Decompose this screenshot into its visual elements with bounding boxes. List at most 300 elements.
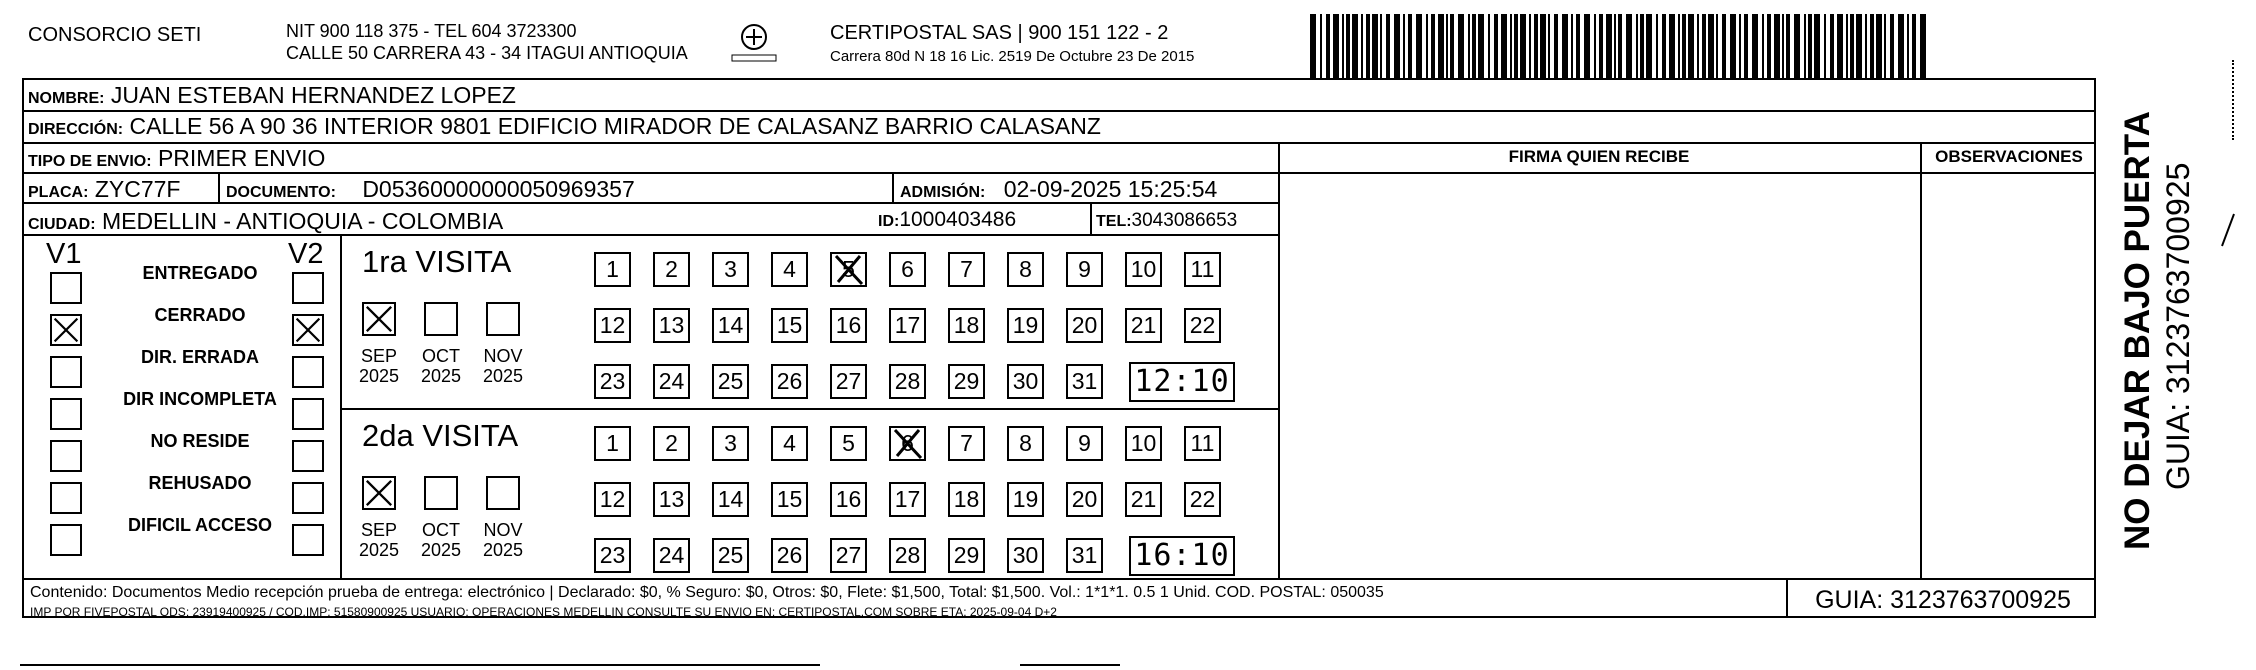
- day-box[interactable]: [771, 364, 808, 399]
- day-box[interactable]: [948, 426, 985, 461]
- footer-guia: GUIA: 3123763700925: [1815, 586, 2071, 614]
- day-box[interactable]: [1184, 482, 1221, 517]
- v1-checkbox[interactable]: [50, 482, 82, 514]
- day-number: 22: [1189, 486, 1216, 512]
- month-name: SEP: [360, 520, 398, 540]
- tel-field: [1096, 210, 1237, 232]
- barcode-bar: [1478, 14, 1484, 78]
- barcode-bar: [1794, 14, 1800, 78]
- admision-label: ADMISIÓN:: [900, 184, 986, 201]
- day-box[interactable]: [594, 482, 631, 517]
- barcode-bar: [1767, 14, 1771, 78]
- barcode-bar: [1426, 14, 1428, 78]
- day-box[interactable]: [1007, 482, 1044, 517]
- day-box[interactable]: [889, 252, 926, 287]
- divider: [22, 110, 2096, 112]
- day-box[interactable]: [771, 426, 808, 461]
- barcode-bar: [1640, 14, 1644, 78]
- barcode-bar: [1468, 14, 1470, 78]
- barcode-bar: [1386, 14, 1390, 78]
- barcode-bar: [1830, 14, 1834, 78]
- month-checkbox[interactable]: [424, 302, 458, 336]
- documento-value: D05360000000050969357: [362, 176, 635, 202]
- day-box[interactable]: [948, 308, 985, 343]
- day-box[interactable]: [1066, 364, 1103, 399]
- day-box[interactable]: [830, 252, 867, 287]
- nombre-value: JUAN ESTEBAN HERNANDEZ LOPEZ: [110, 82, 516, 108]
- bottom-edge: [20, 664, 820, 666]
- barcode-bar: [1366, 14, 1370, 78]
- divider: [1278, 172, 2096, 174]
- month-year: 2025: [420, 540, 462, 560]
- day-box[interactable]: [653, 364, 690, 399]
- day-number: 6: [901, 430, 914, 456]
- day-box[interactable]: [771, 482, 808, 517]
- day-number: 10: [1130, 430, 1157, 456]
- day-number: 9: [1078, 256, 1091, 282]
- divider: [1786, 578, 1788, 618]
- observations-area[interactable]: [1926, 178, 2090, 574]
- barcode-bar: [1458, 14, 1464, 78]
- barcode-bar: [1599, 14, 1603, 78]
- barcode-bar: [1702, 14, 1706, 78]
- barcode-bar: [1786, 14, 1790, 78]
- day-number: 31: [1071, 542, 1098, 568]
- day-number: 25: [717, 542, 744, 568]
- day-box[interactable]: [948, 252, 985, 287]
- barcode-bar: [1762, 14, 1764, 78]
- day-number: 3: [724, 256, 737, 282]
- barcode-bar: [1540, 14, 1546, 78]
- divider: [340, 234, 342, 578]
- day-number: 30: [1012, 542, 1039, 568]
- day-box[interactable]: [594, 426, 631, 461]
- day-number: 18: [953, 486, 980, 512]
- day-box[interactable]: [1125, 252, 1162, 287]
- day-box[interactable]: [653, 308, 690, 343]
- barcode-bar: [1534, 14, 1538, 78]
- day-number: 27: [835, 542, 862, 568]
- day-number: 3: [724, 430, 737, 456]
- day-box[interactable]: [948, 482, 985, 517]
- barcode-bar: [1856, 14, 1862, 78]
- v2-checkbox[interactable]: [292, 398, 324, 430]
- month-label: [480, 346, 526, 386]
- barcode-bar: [1626, 14, 1632, 78]
- barcode-bar: [1814, 14, 1820, 78]
- v1-checkbox[interactable]: [50, 356, 82, 388]
- status-label: ENTREGADO: [142, 263, 258, 283]
- v2-checkbox[interactable]: [292, 356, 324, 388]
- day-number: 7: [960, 430, 973, 456]
- day-box[interactable]: [653, 252, 690, 287]
- barcode-bar: [1662, 14, 1666, 78]
- day-box[interactable]: [712, 482, 749, 517]
- tel-label: TEL:: [1096, 213, 1132, 230]
- barcode-bar: [1730, 14, 1736, 78]
- placa-value: ZYC77F: [94, 176, 181, 202]
- day-box[interactable]: [889, 538, 926, 573]
- imp-line: IMP POR FIVEPOSTAL ODS: 23919400925 / COD.IMP: 51580900925 USUARIO: OPERACIONES MEDELLIN CONSULTE SU ENVIO EN: CERTIPOSTAL.COM SOBRE ETA: 2025-09-04 D+2: [30, 605, 1057, 619]
- day-number: 31: [1071, 368, 1098, 394]
- day-box[interactable]: [712, 426, 749, 461]
- barcode-bar: [1446, 14, 1448, 78]
- barcode-bar: [1774, 14, 1780, 78]
- v2-checkbox[interactable]: [292, 314, 324, 346]
- day-box[interactable]: [889, 364, 926, 399]
- day-number: 8: [1019, 256, 1032, 282]
- day-box[interactable]: [830, 538, 867, 573]
- barcode-bar: [1571, 14, 1573, 78]
- month-year: 2025: [358, 366, 400, 386]
- day-number: 20: [1071, 486, 1098, 512]
- month-checkbox[interactable]: [362, 302, 396, 336]
- direccion-row: [28, 113, 1101, 140]
- barcode-bar: [1614, 14, 1616, 78]
- barcode-bar: [1752, 14, 1758, 78]
- day-number: 10: [1130, 256, 1157, 282]
- day-number: 27: [835, 368, 862, 394]
- barcode-bar: [1361, 14, 1363, 78]
- day-number: 28: [894, 368, 921, 394]
- barcode-bar: [1510, 14, 1512, 78]
- ciudad-label: CIUDAD:: [28, 216, 96, 233]
- tipo-label: TIPO DE ENVIO:: [28, 153, 152, 170]
- barcode-bar: [1562, 14, 1568, 78]
- barcode-bar: [1884, 14, 1886, 78]
- divider: [1278, 142, 1280, 578]
- v2-checkbox[interactable]: [292, 272, 324, 304]
- status-label: DIR INCOMPLETA: [123, 389, 277, 409]
- day-box[interactable]: [771, 252, 808, 287]
- month-checkbox[interactable]: [486, 302, 520, 336]
- barcode-bar: [1514, 14, 1518, 78]
- day-number: 4: [783, 430, 796, 456]
- day-number: 13: [658, 486, 685, 512]
- day-box[interactable]: [830, 426, 867, 461]
- day-number: 7: [960, 256, 973, 282]
- day-box[interactable]: [771, 308, 808, 343]
- day-box[interactable]: [889, 482, 926, 517]
- barcode-bar: [1669, 14, 1675, 78]
- edge-marks: [2232, 60, 2244, 140]
- carrier-line: CERTIPOSTAL SAS | 900 151 122 - 2: [830, 22, 1169, 44]
- ciudad-field: [28, 208, 503, 235]
- barcode-bar: [1472, 14, 1476, 78]
- license-line: Carrera 80d N 18 16 Lic. 2519 De Octubre 23 De 2015: [830, 48, 1195, 65]
- v1-checkbox[interactable]: [50, 440, 82, 472]
- day-number: 15: [776, 312, 803, 338]
- firma-header: FIRMA QUIEN RECIBE: [1508, 147, 1690, 166]
- barcode-bar: [1808, 14, 1812, 78]
- v1-checkbox[interactable]: [50, 314, 82, 346]
- status-label: NO RESIDE: [150, 431, 250, 451]
- barcode-bar: [1837, 14, 1843, 78]
- documento-field: [226, 176, 635, 203]
- day-box[interactable]: [948, 364, 985, 399]
- day-box[interactable]: [1007, 308, 1044, 343]
- side-warning: NO DEJAR BAJO PUERTA: [2118, 111, 2157, 550]
- day-box[interactable]: [653, 482, 690, 517]
- barcode-bar: [1646, 14, 1652, 78]
- day-number: 22: [1189, 312, 1216, 338]
- day-box[interactable]: [1125, 482, 1162, 517]
- month-label: [418, 520, 464, 560]
- day-number: 17: [894, 312, 921, 338]
- day-box[interactable]: [653, 426, 690, 461]
- month-checkbox[interactable]: [362, 476, 396, 510]
- x-mark-icon: [889, 426, 926, 461]
- barcode-bar: [1372, 14, 1378, 78]
- month-checkbox[interactable]: [486, 476, 520, 510]
- barcode-bar: [1688, 14, 1694, 78]
- day-box[interactable]: [1066, 426, 1103, 461]
- direccion-value: CALLE 56 A 90 36 INTERIOR 9801 EDIFICIO MIRADOR DE CALASANZ BARRIO CALASANZ: [129, 113, 1101, 139]
- barcode-bar: [1739, 14, 1741, 78]
- barcode-bar: [1438, 14, 1444, 78]
- day-number: 21: [1130, 486, 1157, 512]
- status-label: DIR. ERRADA: [140, 347, 259, 367]
- barcode-bar: [1548, 14, 1550, 78]
- placa-field: [28, 176, 180, 203]
- barcode-bar: [1352, 14, 1358, 78]
- month-year: 2025: [482, 366, 524, 386]
- v2-checkbox[interactable]: [292, 440, 324, 472]
- barcode-bar: [1346, 14, 1350, 78]
- day-box[interactable]: [712, 252, 749, 287]
- month-checkbox[interactable]: [424, 476, 458, 510]
- direccion-label: DIRECCIÓN:: [28, 121, 124, 138]
- x-mark-icon: [52, 316, 80, 344]
- id-label: ID:: [878, 213, 900, 230]
- tipo-value: PRIMER ENVIO: [157, 145, 326, 171]
- barcode-bar: [1403, 14, 1405, 78]
- tipo-row: [28, 145, 325, 172]
- day-box[interactable]: [771, 538, 808, 573]
- day-box[interactable]: [948, 538, 985, 573]
- day-number: 1: [606, 430, 619, 456]
- status-label: REHUSADO: [148, 473, 252, 493]
- day-box[interactable]: [594, 252, 631, 287]
- day-number: 9: [1078, 430, 1091, 456]
- day-box[interactable]: [1007, 364, 1044, 399]
- day-number: 4: [783, 256, 796, 282]
- barcode-bar: [1326, 14, 1330, 78]
- barcode-bar: [1682, 14, 1686, 78]
- barcode-bar: [1656, 14, 1658, 78]
- month-label: [356, 346, 402, 386]
- day-number: 19: [1012, 312, 1039, 338]
- barcode-bar: [1636, 14, 1638, 78]
- visit-time[interactable]: 16:10: [1129, 536, 1235, 576]
- pen-stroke: [2218, 210, 2238, 250]
- barcode-bar: [1606, 14, 1612, 78]
- day-number: 15: [776, 486, 803, 512]
- day-box[interactable]: [653, 538, 690, 573]
- day-number: 21: [1130, 312, 1157, 338]
- day-number: 29: [953, 542, 980, 568]
- day-box[interactable]: [1184, 426, 1221, 461]
- placa-label: PLACA:: [28, 184, 89, 201]
- barcode-bar: [1450, 14, 1454, 78]
- day-box[interactable]: [1125, 426, 1162, 461]
- day-box[interactable]: [1007, 426, 1044, 461]
- month-name: NOV: [483, 520, 523, 540]
- x-mark-icon: [364, 304, 394, 334]
- v1-header: V1: [46, 238, 82, 270]
- day-box[interactable]: [594, 364, 631, 399]
- barcode-bar: [1594, 14, 1596, 78]
- day-number: 19: [1012, 486, 1039, 512]
- day-number: 26: [776, 542, 803, 568]
- month-year: 2025: [358, 540, 400, 560]
- day-number: 20: [1071, 312, 1098, 338]
- day-box[interactable]: [1184, 308, 1221, 343]
- month-name: SEP: [360, 346, 398, 366]
- day-number: 5: [842, 256, 855, 282]
- day-number: 12: [599, 312, 626, 338]
- barcode-bar: [1678, 14, 1680, 78]
- documento-label: DOCUMENTO:: [226, 184, 336, 201]
- day-number: 23: [599, 542, 626, 568]
- v1-checkbox[interactable]: [50, 524, 82, 556]
- barcode: [1310, 14, 1928, 78]
- signature-area[interactable]: [1284, 178, 1914, 574]
- barcode-bar: [1408, 14, 1412, 78]
- barcode-bar: [1320, 14, 1322, 78]
- month-name: OCT: [422, 520, 460, 540]
- day-box[interactable]: [1184, 252, 1221, 287]
- day-box[interactable]: [1066, 538, 1103, 573]
- barcode-bar: [1494, 14, 1498, 78]
- month-label: [480, 520, 526, 560]
- day-number: 18: [953, 312, 980, 338]
- day-number: 14: [717, 312, 744, 338]
- day-box[interactable]: [1066, 482, 1103, 517]
- month-label: [356, 520, 402, 560]
- nombre-row: [28, 82, 516, 109]
- x-mark-icon: [294, 316, 322, 344]
- day-box[interactable]: [1125, 308, 1162, 343]
- day-number: 24: [658, 542, 685, 568]
- v1-checkbox[interactable]: [50, 398, 82, 430]
- day-box[interactable]: [889, 426, 926, 461]
- side-guia: GUIA: 3123763700925: [2160, 162, 2196, 490]
- day-box[interactable]: [1007, 538, 1044, 573]
- month-year: 2025: [482, 540, 524, 560]
- day-number: 1: [606, 256, 619, 282]
- barcode-bar: [1708, 14, 1714, 78]
- day-box[interactable]: [1066, 252, 1103, 287]
- barcode-bar: [1416, 14, 1422, 78]
- day-box[interactable]: [712, 538, 749, 573]
- barcode-bar: [1804, 14, 1806, 78]
- day-box[interactable]: [830, 308, 867, 343]
- id-field: [878, 208, 1016, 232]
- day-number: 25: [717, 368, 744, 394]
- day-box[interactable]: [1007, 252, 1044, 287]
- barcode-bar: [1697, 14, 1699, 78]
- barcode-bar: [1520, 14, 1526, 78]
- day-number: 16: [835, 486, 862, 512]
- barcode-bar: [1850, 14, 1854, 78]
- nit-line: NIT 900 118 375 - TEL 604 3723300: [286, 21, 577, 41]
- day-box[interactable]: [712, 364, 749, 399]
- barcode-bar: [1576, 14, 1580, 78]
- barcode-bar: [1920, 14, 1926, 78]
- day-number: 16: [835, 312, 862, 338]
- status-label: CERRADO: [154, 305, 246, 325]
- barcode-bar: [1488, 14, 1490, 78]
- day-number: 8: [1019, 430, 1032, 456]
- barcode-bar: [1716, 14, 1718, 78]
- barcode-bar: [1554, 14, 1558, 78]
- divider: [22, 578, 2096, 580]
- certipostal-logo: [730, 22, 778, 66]
- day-number: 2: [665, 430, 678, 456]
- divider: [892, 172, 894, 202]
- id-value: 1000403486: [899, 208, 1017, 231]
- v1-checkbox[interactable]: [50, 272, 82, 304]
- day-box[interactable]: [830, 364, 867, 399]
- status-label: DIFICIL ACCESO: [127, 515, 272, 535]
- bottom-edge: [1020, 664, 1120, 666]
- divider: [340, 408, 1278, 410]
- day-box[interactable]: [1066, 308, 1103, 343]
- x-mark-icon: [364, 478, 394, 508]
- barcode-bar: [1431, 14, 1435, 78]
- barcode-bar: [1584, 14, 1590, 78]
- day-box[interactable]: [889, 308, 926, 343]
- contenido-line: Contenido: Documentos Medio recepción prueba de entrega: electrónico | Declarado: $0, % Seguro: $0, Otros: $0, Flete: $1,500, Total: $1,500. Vol.: 1*1*1. 0.5 1 Unid. COD. POSTAL: 050035: [30, 584, 1384, 601]
- day-number: 17: [894, 486, 921, 512]
- day-box[interactable]: [594, 538, 631, 573]
- barcode-bar: [1618, 14, 1622, 78]
- barcode-bar: [1870, 14, 1874, 78]
- barcode-bar: [1898, 14, 1904, 78]
- day-number: 28: [894, 542, 921, 568]
- v2-header: V2: [288, 238, 324, 270]
- ciudad-value: MEDELLIN - ANTIOQUIA - COLOMBIA: [101, 208, 504, 234]
- divider: [1090, 202, 1092, 234]
- day-box[interactable]: [594, 308, 631, 343]
- month-name: NOV: [483, 346, 523, 366]
- visit-time[interactable]: 12:10: [1129, 362, 1235, 402]
- divider: [22, 234, 1278, 236]
- day-box[interactable]: [712, 308, 749, 343]
- barcode-bar: [1529, 14, 1531, 78]
- day-number: 26: [776, 368, 803, 394]
- v2-checkbox[interactable]: [292, 482, 324, 514]
- x-mark-icon: [830, 252, 867, 287]
- v2-checkbox[interactable]: [292, 524, 324, 556]
- barcode-bar: [1907, 14, 1909, 78]
- admision-value: 02-09-2025 15:25:54: [1003, 176, 1218, 202]
- barcode-bar: [1394, 14, 1400, 78]
- admision-field: [900, 176, 1217, 203]
- barcode-bar: [1333, 14, 1339, 78]
- barcode-bar: [1846, 14, 1848, 78]
- divider: [1920, 142, 1922, 578]
- day-box[interactable]: [830, 482, 867, 517]
- day-number: 5: [842, 430, 855, 456]
- month-label: [418, 346, 464, 386]
- day-number: 2: [665, 256, 678, 282]
- day-number: 29: [953, 368, 980, 394]
- barcode-bar: [1380, 14, 1382, 78]
- divider: [218, 172, 220, 202]
- barcode-bar: [1912, 14, 1916, 78]
